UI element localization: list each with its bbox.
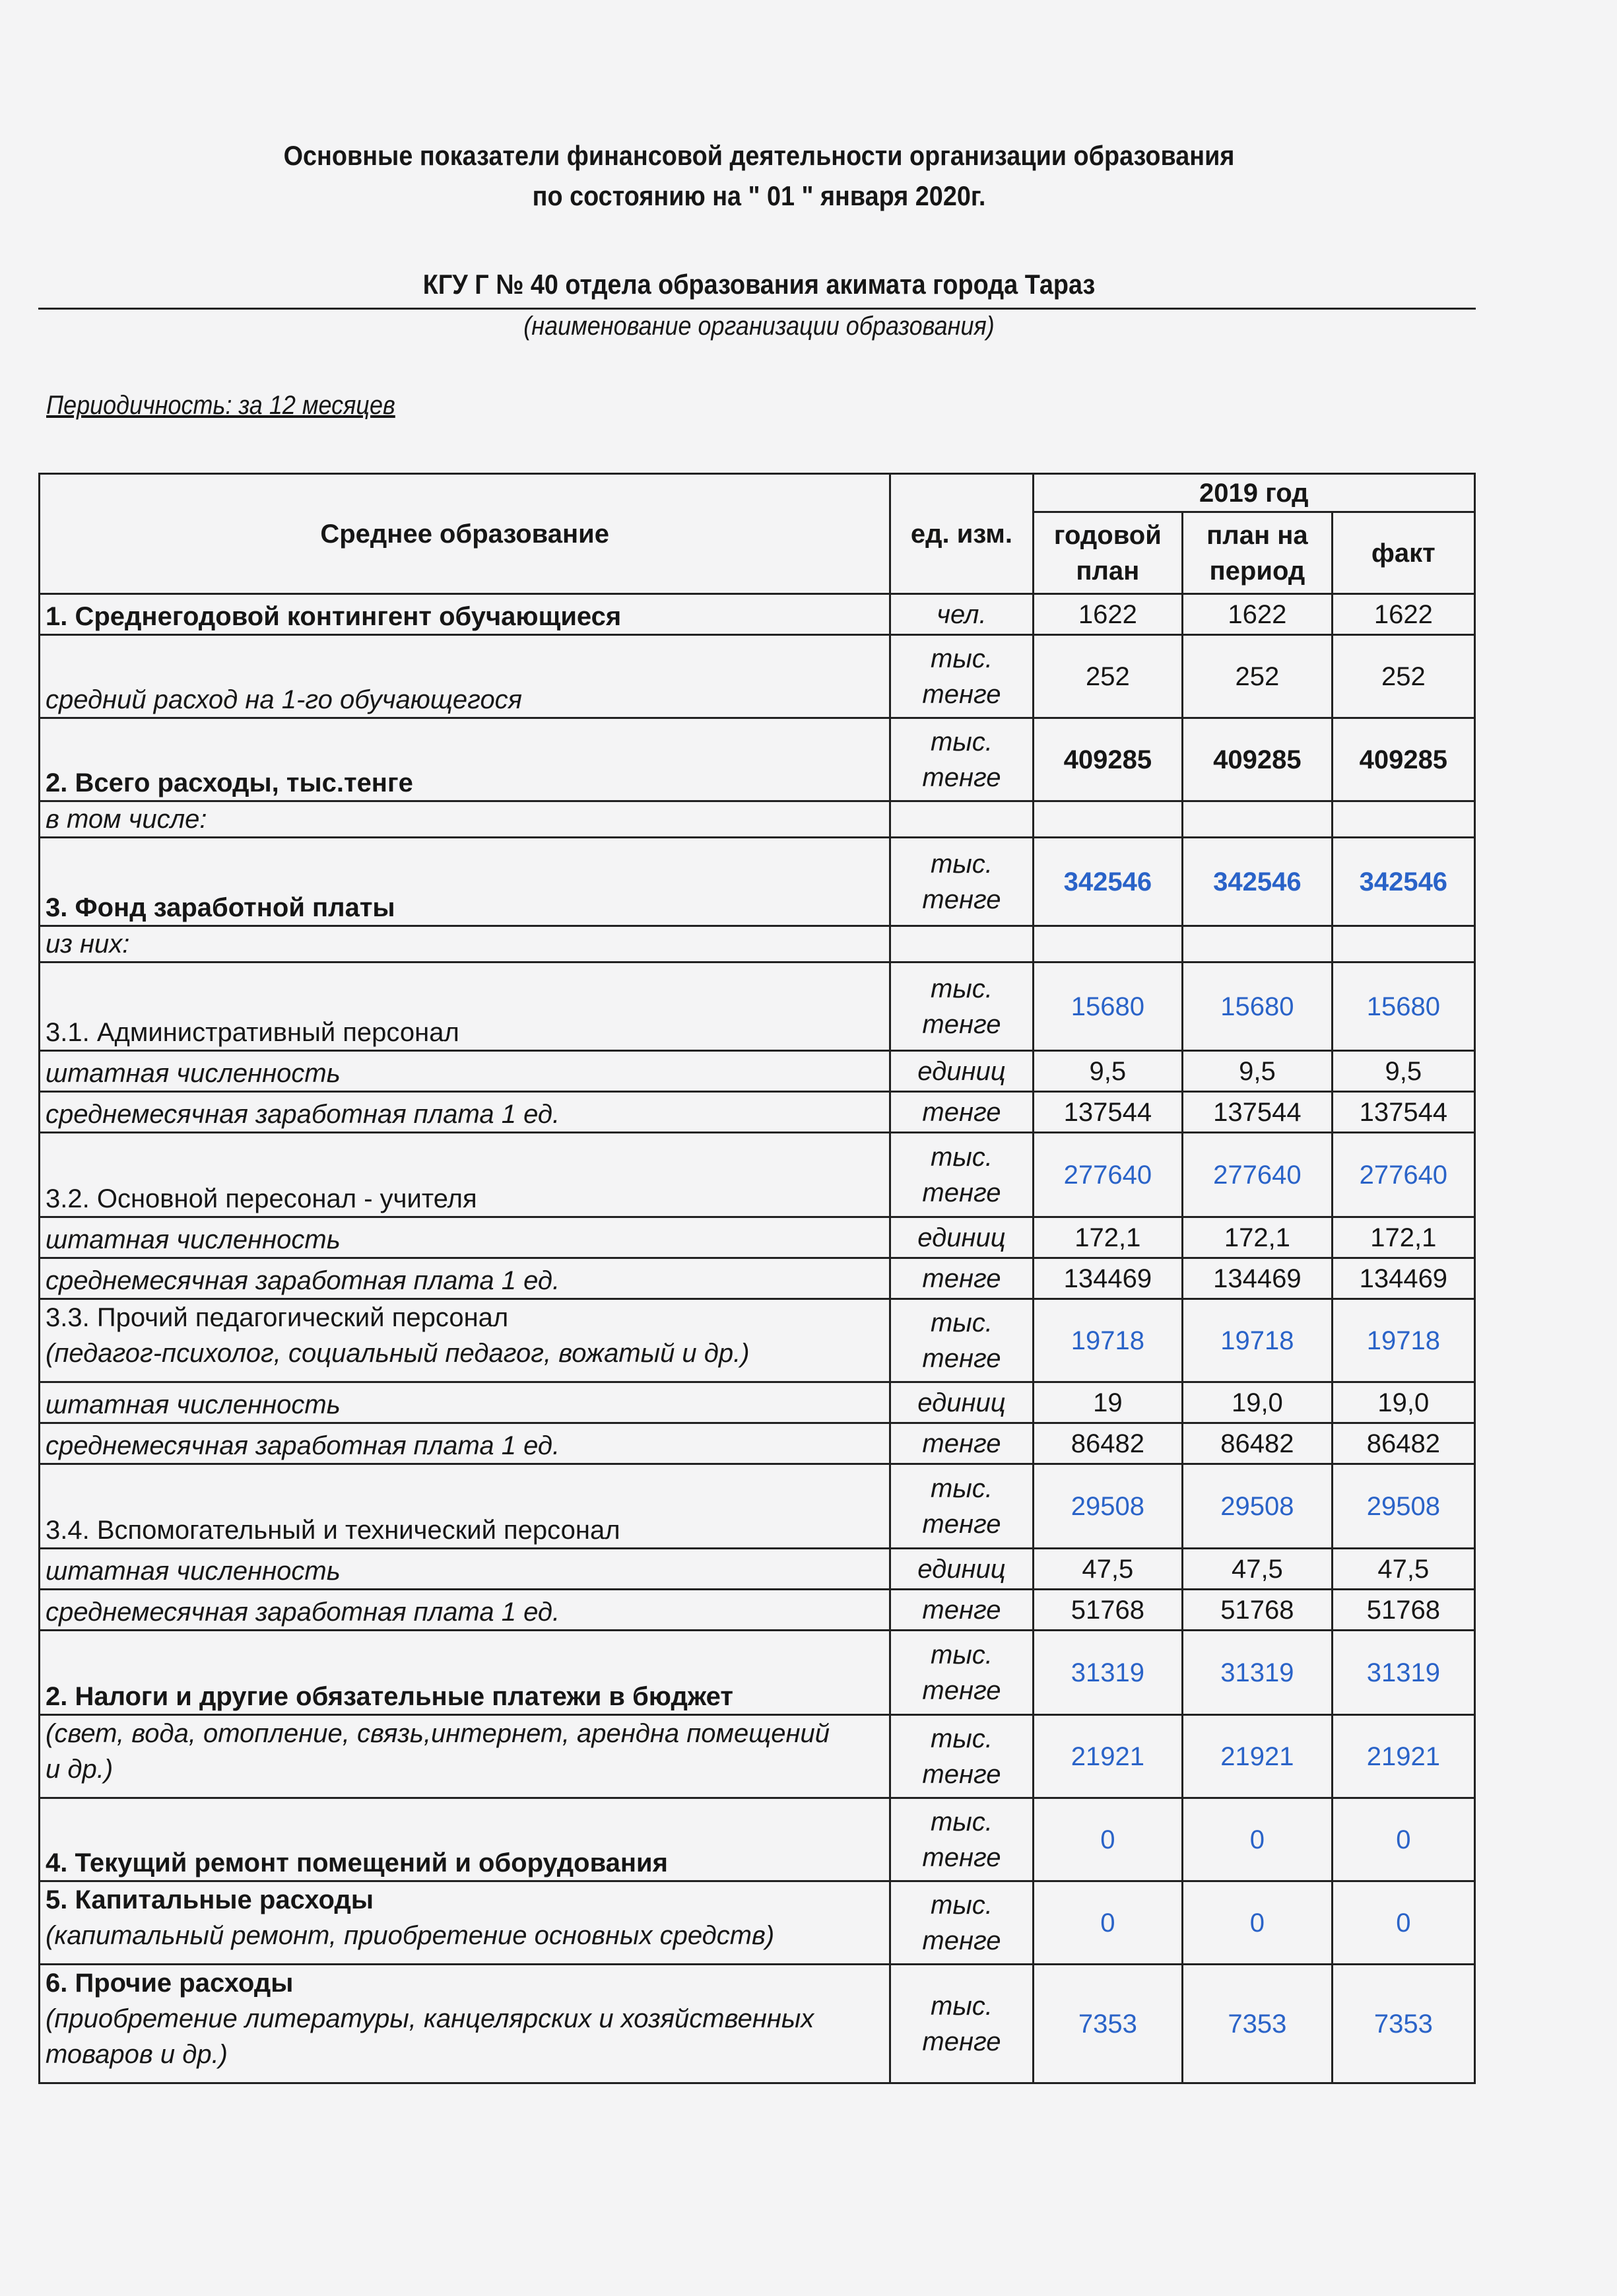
table-row xyxy=(40,718,1475,801)
row-unit: тыс. тенге xyxy=(890,1631,1033,1715)
value-period-plan: 29508 xyxy=(1183,1464,1333,1549)
value-annual-plan: 86482 xyxy=(1033,1423,1183,1464)
value-annual-plan: 15680 xyxy=(1033,962,1183,1051)
row-label: средний расход на 1-го обучающегося xyxy=(40,635,890,718)
value-period-plan: 86482 xyxy=(1183,1423,1333,1464)
table-row xyxy=(40,1631,1475,1715)
row-label: 3.3. Прочий педагогический персонал (педагог-психолог, социальный педагог, вожатый и др.) xyxy=(40,1299,890,1382)
value-annual-plan: 1622 xyxy=(1033,594,1183,635)
value-annual-plan: 51768 xyxy=(1033,1590,1183,1631)
value-annual-plan: 134469 xyxy=(1033,1258,1183,1299)
value-period-plan: 7353 xyxy=(1183,1965,1333,2083)
value-annual-plan: 31319 xyxy=(1033,1631,1183,1715)
value-annual-plan: 9,5 xyxy=(1033,1051,1183,1092)
table-row xyxy=(40,1590,1475,1631)
row-label: 4. Текущий ремонт помещений и оборудования xyxy=(40,1798,890,1881)
value-annual-plan: 21921 xyxy=(1033,1715,1183,1798)
value-period-plan: 0 xyxy=(1183,1881,1333,1965)
row-unit: тыс. тенге xyxy=(890,838,1033,926)
value-fact: 47,5 xyxy=(1332,1549,1474,1590)
value-period-plan: 31319 xyxy=(1183,1631,1333,1715)
value-fact: 342546 xyxy=(1332,838,1474,926)
row-unit: тыс. тенге xyxy=(890,1715,1033,1798)
row-label: 3. Фонд заработной платы xyxy=(40,838,890,926)
row-label: среднемесячная заработная плата 1 ед. xyxy=(40,1590,890,1631)
value-annual-plan: 0 xyxy=(1033,1798,1183,1881)
row-label: 5. Капитальные расходы (капитальный ремонт, приобретение основных средств) xyxy=(40,1881,890,1965)
row-unit: тыс. тенге xyxy=(890,1881,1033,1965)
table-row xyxy=(40,838,1475,926)
value-fact: 137544 xyxy=(1332,1092,1474,1133)
row-unit: тыс. тенге xyxy=(890,1965,1033,2083)
row-label: 2. Всего расходы, тыс.тенге xyxy=(40,718,890,801)
row-label: штатная численность xyxy=(40,1382,890,1423)
financial-table xyxy=(38,473,1476,2084)
period-label: Периодичность: за 12 месяцев xyxy=(46,391,395,420)
value-fact: 31319 xyxy=(1332,1631,1474,1715)
organization-underline xyxy=(38,308,1476,310)
value-period-plan: 409285 xyxy=(1183,718,1333,801)
value-fact: 51768 xyxy=(1332,1590,1474,1631)
value-period-plan: 19,0 xyxy=(1183,1382,1333,1423)
table-row xyxy=(40,1299,1475,1382)
row-unit: единиц xyxy=(890,1217,1033,1258)
value-period-plan: 1622 xyxy=(1183,594,1333,635)
row-label: 3.4. Вспомогательный и технический персонал xyxy=(40,1464,890,1549)
row-label: из них: xyxy=(40,926,890,962)
value-period-plan: 0 xyxy=(1183,1798,1333,1881)
table-row xyxy=(40,1258,1475,1299)
value-period-plan: 252 xyxy=(1183,635,1333,718)
document-date: по состоянию на " 01 " января 2020г. xyxy=(532,180,986,211)
table-row xyxy=(40,1549,1475,1590)
value-period-plan: 9,5 xyxy=(1183,1051,1333,1092)
value-period-plan: 134469 xyxy=(1183,1258,1333,1299)
value-annual-plan: 47,5 xyxy=(1033,1549,1183,1590)
value-annual-plan: 137544 xyxy=(1033,1092,1183,1133)
value-fact: 7353 xyxy=(1332,1965,1474,2083)
value-fact: 277640 xyxy=(1332,1133,1474,1217)
value-fact: 172,1 xyxy=(1332,1217,1474,1258)
value-fact: 409285 xyxy=(1332,718,1474,801)
header-fact: факт xyxy=(1332,512,1474,594)
value-annual-plan: 19 xyxy=(1033,1382,1183,1423)
row-label: 1. Среднегодовой контингент обучающиеся xyxy=(40,594,890,635)
row-label: в том числе: xyxy=(40,801,890,838)
table-row xyxy=(40,1464,1475,1549)
row-unit: тенге xyxy=(890,1423,1033,1464)
value-annual-plan: 252 xyxy=(1033,635,1183,718)
row-unit: тыс. тенге xyxy=(890,1798,1033,1881)
row-label: 6. Прочие расходы (приобретение литературы, канцелярских и хозяйственных товаров и др.) xyxy=(40,1965,890,2083)
row-unit: единиц xyxy=(890,1051,1033,1092)
value-period-plan: 277640 xyxy=(1183,1133,1333,1217)
row-label: среднемесячная заработная плата 1 ед. xyxy=(40,1258,890,1299)
row-unit: тенге xyxy=(890,1258,1033,1299)
table-row xyxy=(40,1881,1475,1965)
header-annual-plan: годовой план xyxy=(1033,512,1183,594)
row-unit: тыс. тенге xyxy=(890,1133,1033,1217)
value-annual-plan: 29508 xyxy=(1033,1464,1183,1549)
document-title: Основные показатели финансовой деятельности организации образования xyxy=(283,140,1235,171)
value-fact: 21921 xyxy=(1332,1715,1474,1798)
value-annual-plan: 277640 xyxy=(1033,1133,1183,1217)
header-main: Среднее образование xyxy=(40,474,890,594)
header-year: 2019 год xyxy=(1033,474,1474,512)
row-label: среднемесячная заработная плата 1 ед. xyxy=(40,1092,890,1133)
value-annual-plan: 172,1 xyxy=(1033,1217,1183,1258)
value-period-plan: 21921 xyxy=(1183,1715,1333,1798)
value-annual-plan: 342546 xyxy=(1033,838,1183,926)
value-fact: 9,5 xyxy=(1332,1051,1474,1092)
row-label: 3.1. Административный персонал xyxy=(40,962,890,1051)
value-period-plan: 137544 xyxy=(1183,1092,1333,1133)
organization-note: (наименование организации образования) xyxy=(523,312,995,341)
row-unit: единиц xyxy=(890,1549,1033,1590)
row-unit: тыс. тенге xyxy=(890,635,1033,718)
value-period-plan: 47,5 xyxy=(1183,1549,1333,1590)
value-period-plan: 51768 xyxy=(1183,1590,1333,1631)
value-period-plan: 342546 xyxy=(1183,838,1333,926)
table-row xyxy=(40,1715,1475,1798)
table-row xyxy=(40,926,1475,962)
row-unit: чел. xyxy=(890,594,1033,635)
row-label: (свет, вода, отопление, связь,интернет, арендна помещений и др.) xyxy=(40,1715,890,1798)
table-row xyxy=(40,1382,1475,1423)
table-row xyxy=(40,635,1475,718)
value-fact: 1622 xyxy=(1332,594,1474,635)
table-row xyxy=(40,594,1475,635)
value-period-plan: 172,1 xyxy=(1183,1217,1333,1258)
table-row xyxy=(40,1092,1475,1133)
value-annual-plan: 7353 xyxy=(1033,1965,1183,2083)
row-unit: тенге xyxy=(890,1590,1033,1631)
header-period-plan: план на период xyxy=(1183,512,1333,594)
value-fact: 19718 xyxy=(1332,1299,1474,1382)
value-period-plan: 19718 xyxy=(1183,1299,1333,1382)
row-label: 2. Налоги и другие обязательные платежи в бюджет xyxy=(40,1631,890,1715)
row-label: 3.2. Основной пересонал - учителя xyxy=(40,1133,890,1217)
table-row xyxy=(40,1423,1475,1464)
value-fact: 0 xyxy=(1332,1798,1474,1881)
table-row xyxy=(40,1217,1475,1258)
table-header-row xyxy=(40,474,1475,512)
row-label: среднемесячная заработная плата 1 ед. xyxy=(40,1423,890,1464)
header-unit: ед. изм. xyxy=(890,474,1033,594)
row-label: штатная численность xyxy=(40,1051,890,1092)
value-fact: 29508 xyxy=(1332,1464,1474,1549)
value-fact: 15680 xyxy=(1332,962,1474,1051)
table-row xyxy=(40,962,1475,1051)
row-unit: тенге xyxy=(890,1092,1033,1133)
row-unit: единиц xyxy=(890,1382,1033,1423)
row-unit: тыс. тенге xyxy=(890,1464,1033,1549)
value-fact: 134469 xyxy=(1332,1258,1474,1299)
table-row xyxy=(40,1965,1475,2083)
value-fact: 252 xyxy=(1332,635,1474,718)
row-unit: тыс. тенге xyxy=(890,718,1033,801)
row-label: штатная численность xyxy=(40,1549,890,1590)
value-period-plan: 15680 xyxy=(1183,962,1333,1051)
value-annual-plan: 19718 xyxy=(1033,1299,1183,1382)
table-row xyxy=(40,1051,1475,1092)
table-row xyxy=(40,801,1475,838)
value-fact: 86482 xyxy=(1332,1423,1474,1464)
value-annual-plan: 409285 xyxy=(1033,718,1183,801)
organization-name: КГУ Г № 40 отдела образования акимата города Тараз xyxy=(422,269,1096,300)
table-row xyxy=(40,1133,1475,1217)
value-fact: 0 xyxy=(1332,1881,1474,1965)
row-label: штатная численность xyxy=(40,1217,890,1258)
value-annual-plan: 0 xyxy=(1033,1881,1183,1965)
row-unit: тыс. тенге xyxy=(890,962,1033,1051)
value-fact: 19,0 xyxy=(1332,1382,1474,1423)
row-unit: тыс. тенге xyxy=(890,1299,1033,1382)
table-row xyxy=(40,1798,1475,1881)
